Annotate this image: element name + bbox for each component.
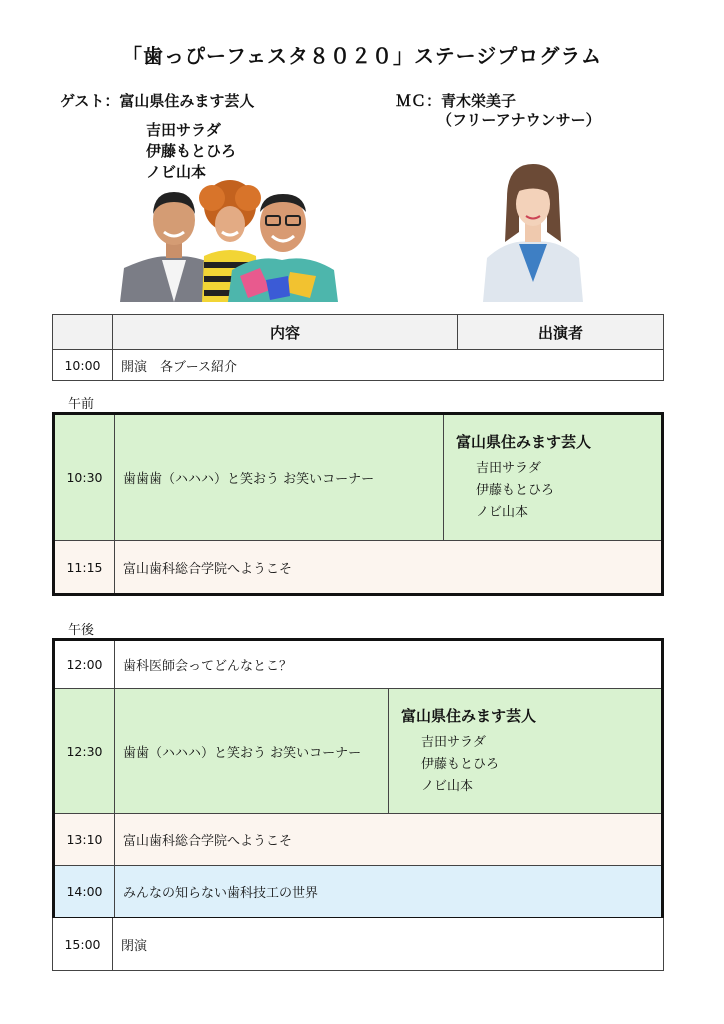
row-content: 閉演: [113, 918, 664, 971]
row-content: 開演 各ブース紹介: [113, 350, 664, 381]
table-row: [54, 541, 663, 595]
performer-name: 吉田サラダ: [421, 734, 486, 750]
guest-name: 伊藤もとひろ: [146, 142, 237, 160]
comedians-photo: [120, 180, 338, 302]
am-section-label: 午前: [68, 397, 95, 412]
closing-table: [52, 918, 664, 971]
row-time: 12:00: [54, 640, 115, 689]
row-time: 13:10: [54, 814, 115, 866]
mc-label: ＭＣ：青木栄美子: [396, 92, 517, 110]
row-time: 15:00: [53, 918, 113, 971]
header-time: [53, 315, 113, 350]
schedule-header-table: [52, 314, 664, 381]
table-row: [54, 866, 663, 919]
row-content: 富山歯科総合学院へようこそ: [115, 814, 663, 866]
row-content: みんなの知らない歯科技工の世界: [115, 866, 663, 919]
row-content: 富山歯科総合学院へようこそ: [115, 541, 663, 595]
mc-subtitle: （フリーアナウンサー）: [437, 111, 601, 129]
guest-names: [146, 120, 236, 183]
header-performer: 出演者: [458, 315, 664, 350]
row-content: 歯歯歯（ハハハ）と笑おう お笑いコーナー: [115, 414, 444, 541]
table-header-row: [53, 315, 664, 350]
row-time: 12:30: [54, 689, 115, 814]
table-row: [54, 640, 663, 689]
performer-name: ノビ山本: [476, 505, 529, 520]
guest-label: ゲスト：富山県住みます芸人: [60, 92, 255, 110]
performer-group-title: 富山県住みます芸人: [401, 706, 537, 725]
performer-name: 伊藤もとひろ: [421, 756, 500, 772]
row-content: 歯科医師会ってどんなとこ？: [115, 640, 663, 689]
row-performers: [389, 689, 663, 814]
guest-name: ノビ山本: [146, 163, 207, 181]
am-schedule-table: [52, 412, 664, 596]
table-row: [54, 814, 663, 866]
row-time: 11:15: [54, 541, 115, 595]
row-content: 歯歯（ハハハ）と笑おう お笑いコーナー: [115, 689, 389, 814]
table-row: [53, 918, 664, 971]
header-content: 内容: [113, 315, 458, 350]
performer-name: ノビ山本: [421, 778, 474, 794]
table-row: [54, 414, 663, 541]
performer-name: 吉田サラダ: [476, 461, 541, 476]
page-title: 「歯っぴーフェスタ８０２０」ステージプログラム: [122, 44, 602, 68]
row-time: 14:00: [54, 866, 115, 919]
row-time: 10:00: [53, 350, 113, 381]
pm-schedule-table: [52, 638, 664, 920]
mc-photo: [477, 158, 589, 302]
performer-name: 伊藤もとひろ: [476, 483, 555, 498]
performer-group-title: 富山県住みます芸人: [456, 433, 592, 451]
row-time: 10:30: [54, 414, 115, 541]
table-row: [53, 350, 664, 381]
guest-name: 吉田サラダ: [146, 121, 221, 139]
table-row: [54, 689, 663, 814]
row-performers: [444, 414, 663, 541]
pm-section-label: 午後: [68, 623, 95, 638]
